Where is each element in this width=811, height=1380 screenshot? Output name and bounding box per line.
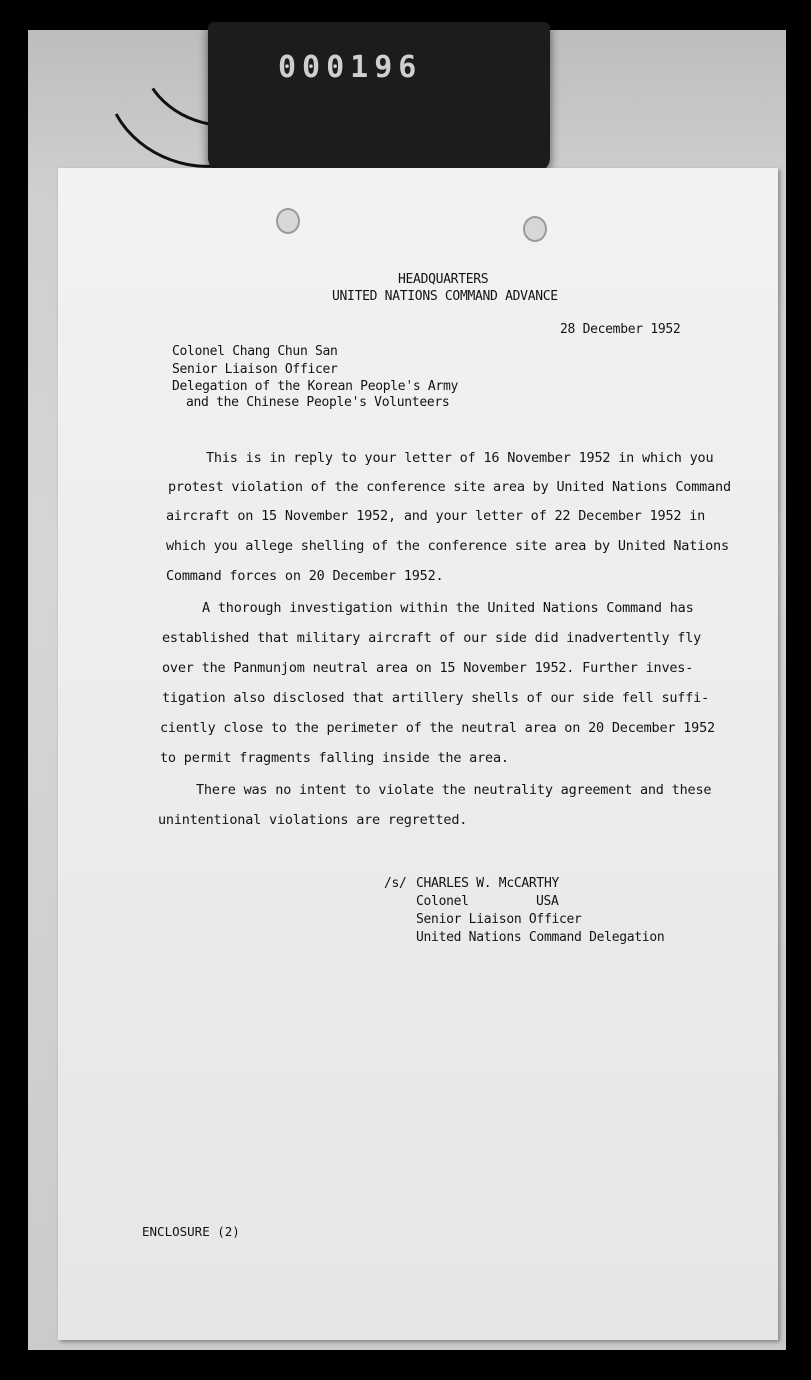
signature-prefix: /s/ xyxy=(384,876,407,891)
paragraph-line: ciently close to the perimeter of the neutral area on 20 December 1952 xyxy=(160,720,715,736)
signatory-name: CHARLES W. McCARTHY xyxy=(416,876,560,891)
paragraph-line: There was no intent to violate the neutrality agreement and these xyxy=(196,782,712,798)
paragraph-line: This is in reply to your letter of 16 November 1952 in which you xyxy=(206,450,714,466)
addressee-line: Colonel Chang Chun San xyxy=(172,344,338,359)
letterhead-line-2: UNITED NATIONS COMMAND ADVANCE xyxy=(332,289,558,304)
paragraph-line: A thorough investigation within the United Nations Command has xyxy=(202,600,694,616)
signatory-unit: United Nations Command Delegation xyxy=(416,930,665,945)
paragraph-line: aircraft on 15 November 1952, and your letter of 22 December 1952 in xyxy=(166,508,706,524)
paragraph-line: to permit fragments falling inside the area. xyxy=(160,750,509,766)
signatory-title: Senior Liaison Officer xyxy=(416,912,582,927)
letter-page xyxy=(58,168,778,1340)
signatory-branch: USA xyxy=(536,894,559,909)
letterhead-line-1: HEADQUARTERS xyxy=(398,272,489,287)
numbering-stamp-device xyxy=(208,22,550,172)
enclosure-label: ENCLOSURE (2) xyxy=(142,1224,240,1239)
addressee-line: Senior Liaison Officer xyxy=(172,362,338,377)
paragraph-line: tigation also disclosed that artillery shells of our side fell suffi- xyxy=(162,690,710,706)
letter-date: 28 December 1952 xyxy=(560,322,681,337)
paragraph-line: protest violation of the conference site area by United Nations Command xyxy=(168,479,731,495)
signatory-rank: Colonel xyxy=(416,894,469,909)
stamp-counter: 000196 xyxy=(278,50,423,85)
paragraph-line: Command forces on 20 December 1952. xyxy=(166,568,444,584)
letter-body xyxy=(58,168,778,1340)
addressee-line: and the Chinese People's Volunteers xyxy=(186,395,450,410)
paragraph-line: unintentional violations are regretted. xyxy=(158,812,468,828)
paragraph-line: which you allege shelling of the conference site area by United Nations xyxy=(166,538,729,554)
addressee-line: Delegation of the Korean People's Army xyxy=(172,379,459,394)
paragraph-line: over the Panmunjom neutral area on 15 November 1952. Further inves- xyxy=(162,660,694,676)
paragraph-line: established that military aircraft of our side did inadvertently fly xyxy=(162,630,702,646)
